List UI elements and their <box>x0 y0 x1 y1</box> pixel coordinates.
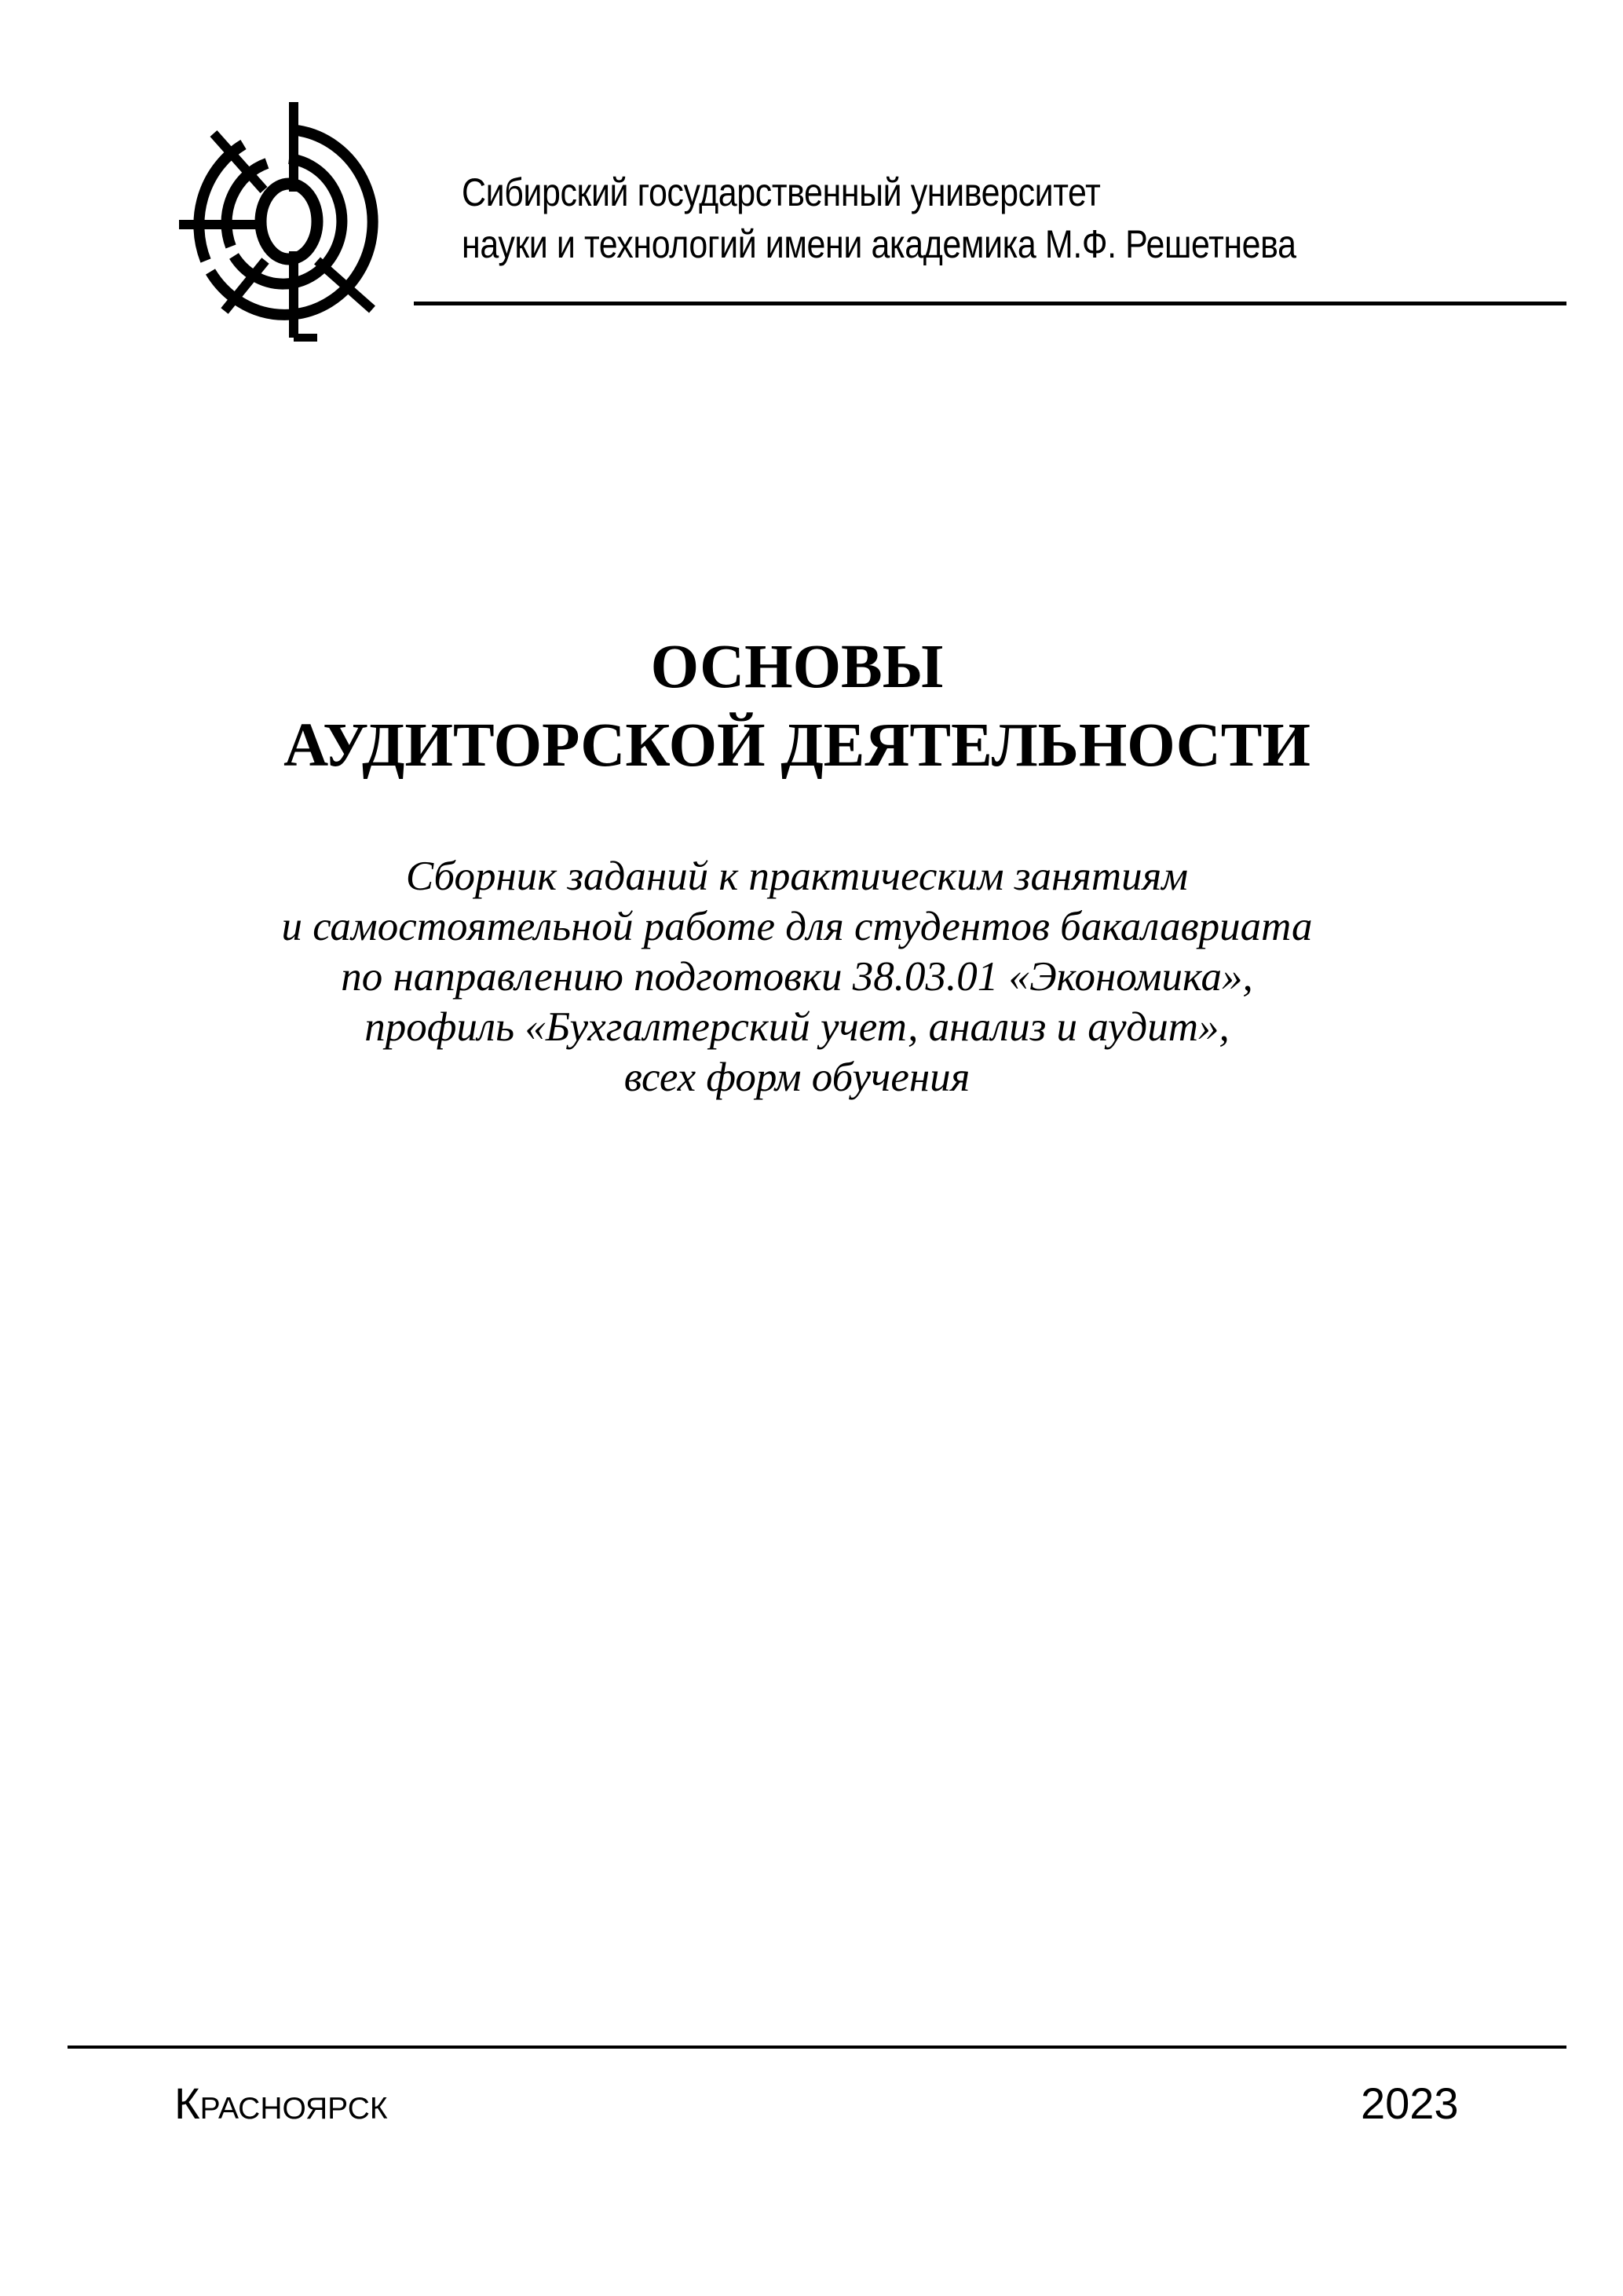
university-name <box>462 166 1296 270</box>
publication-year: 2023 <box>1361 2078 1459 2128</box>
subtitle-line-3: по направлению подготовки 38.03.01 «Экономика», <box>341 954 1253 1000</box>
university-logo <box>179 99 391 344</box>
university-name-line-1: Сибирский государственный университет <box>462 170 1101 214</box>
publication-city: Красноярск <box>174 2078 388 2128</box>
document-subtitle <box>0 851 1594 1102</box>
subtitle-line-5: всех форм обучения <box>623 1055 971 1100</box>
header-divider <box>414 302 1566 305</box>
university-name-line-2: науки и технологий имени академика М.Ф. Решетнева <box>462 222 1296 266</box>
subtitle-line-2: и самостоятельной работе для студентов бакалавриата <box>281 904 1313 949</box>
title-line-2: АУДИТОРСКОЙ ДЕЯТЕЛЬНОСТИ <box>283 711 1310 780</box>
footer-divider <box>68 2046 1566 2049</box>
title-line-1: ОСНОВЫ <box>650 633 944 701</box>
subtitle-line-1: Сборник заданий к практическим занятиям <box>405 854 1189 899</box>
document-title <box>0 628 1594 785</box>
subtitle-line-4: профиль «Бухгалтерский учет, анализ и аудит», <box>364 1004 1230 1050</box>
